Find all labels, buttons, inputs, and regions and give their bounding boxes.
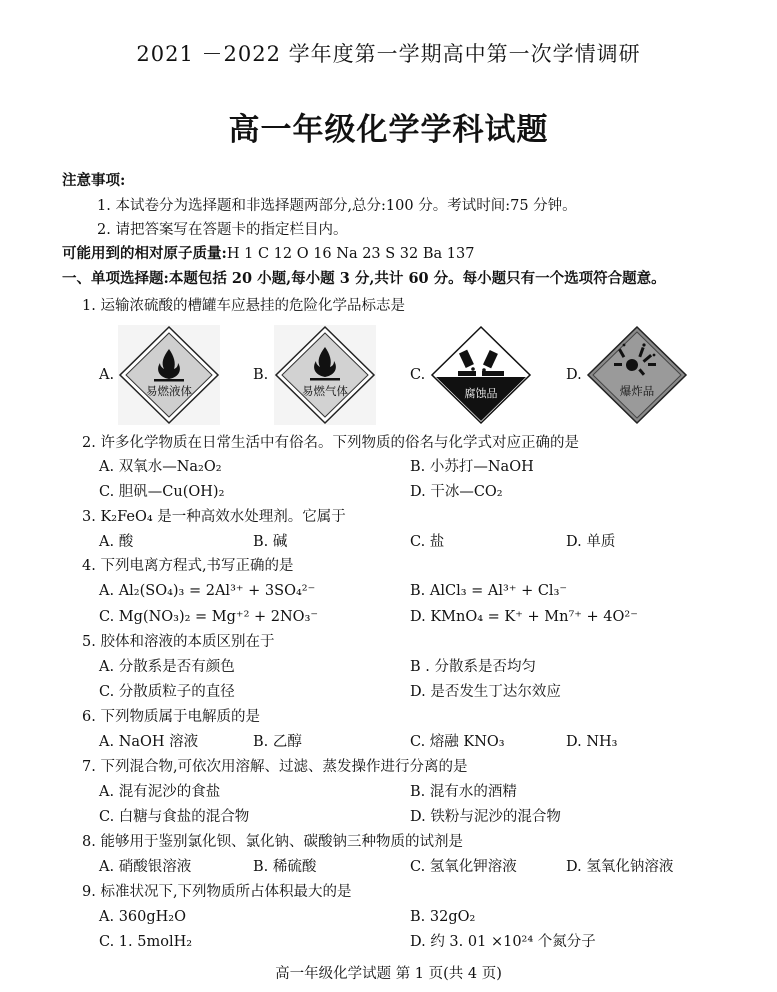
q3-option-c: C. 盐: [410, 534, 445, 550]
q2-option-b: B. 小苏打—NaOH: [410, 459, 534, 475]
q9-option-c: C. 1. 5molH₂: [99, 934, 193, 950]
sign-label-d: 爆炸品: [619, 384, 655, 398]
q4-option-d: D. KMnO₄ = K⁺ + Mn⁷⁺ + 4O²⁻: [410, 609, 638, 625]
explosive-sign: [584, 323, 690, 427]
q7-stem: 7. 下列混合物,可依次用溶解、过滤、蒸发操作进行分离的是: [82, 759, 468, 775]
q1-option-d: D.: [566, 367, 582, 383]
q1-stem: 1. 运输浓硫酸的槽罐车应悬挂的危险化学品标志是: [82, 298, 405, 314]
q3-option-b: B. 碱: [253, 534, 288, 550]
q3-option-d: D. 单质: [566, 534, 616, 550]
q6-stem: 6. 下列物质属于电解质的是: [82, 709, 260, 725]
q2-option-d: D. 干冰—CO₂: [410, 484, 503, 500]
q5-option-d: D. 是否发生丁达尔效应: [410, 684, 561, 700]
q9-option-b: B. 32gO₂: [410, 909, 476, 925]
section-1-heading: 一、单项选择题:本题包括 20 小题,每小题 3 分,共计 60 分。每小题只有一个选项符合题意。: [62, 270, 666, 287]
atomic-mass-values: H 1 C 12 O 16 Na 23 S 32 Ba 137: [226, 246, 475, 262]
q1-option-b: B.: [253, 367, 269, 383]
notes-item-2: 2. 请把答案写在答题卡的指定栏目内。: [97, 222, 348, 238]
exam-subtitle: 2021 －2022 学年度第一学期高中第一次学情调研: [136, 42, 641, 66]
q4-option-c: C. Mg(NO₃)₂ = Mg⁺² + 2NO₃⁻: [99, 609, 319, 625]
atomic-mass-line: [62, 245, 474, 263]
q6-option-b: B. 乙醇: [253, 734, 302, 750]
notes-heading: 注意事项:: [62, 172, 126, 189]
q5-option-a: A. 分散系是否有颜色: [99, 659, 235, 675]
q7-option-b: B. 混有水的酒精: [410, 784, 517, 800]
q1-option-c: C.: [410, 367, 426, 383]
q3-option-a: A. 酸: [99, 534, 134, 550]
sign-label-b: 易燃气体: [302, 384, 348, 398]
q4-stem: 4. 下列电离方程式,书写正确的是: [82, 558, 294, 574]
atomic-mass-label: 可能用到的相对原子质量:: [62, 245, 227, 262]
q7-option-a: A. 混有泥沙的食盐: [99, 784, 221, 800]
q9-stem: 9. 标准状况下,下列物质所占体积最大的是: [82, 884, 352, 900]
q9-option-d: D. 约 3. 01 ×10²⁴ 个氮分子: [410, 934, 596, 950]
q5-option-b: B . 分散系是否均匀: [410, 659, 536, 675]
q8-option-c: C. 氢氧化钾溶液: [410, 859, 517, 875]
exam-title: 高一年级化学学科试题: [228, 112, 549, 148]
q4-option-b: B. AlCl₃ = Al³⁺ + Cl₃⁻: [410, 583, 568, 599]
q9-option-a: A. 360gH₂O: [99, 909, 186, 925]
q2-option-c: C. 胆矾—Cu(OH)₂: [99, 484, 225, 500]
q6-option-c: C. 熔融 KNO₃: [410, 734, 505, 750]
q2-stem: 2. 许多化学物质在日常生活中有俗名。下列物质的俗名与化学式对应正确的是: [82, 435, 579, 451]
q7-option-d: D. 铁粉与泥沙的混合物: [410, 809, 561, 825]
sign-label-a: 易燃液体: [146, 384, 192, 398]
q7-option-c: C. 白糖与食盐的混合物: [99, 809, 250, 825]
corrosive-sign: [428, 323, 534, 427]
q4-option-a: A. Al₂(SO₄)₃ = 2Al³⁺ + 3SO₄²⁻: [99, 583, 316, 599]
q5-stem: 5. 胶体和溶液的本质区别在于: [82, 634, 275, 650]
q2-option-a: A. 双氧水—Na₂O₂: [99, 459, 222, 475]
q6-option-a: A. NaOH 溶液: [99, 734, 199, 750]
q8-option-d: D. 氢氧化钠溶液: [566, 859, 674, 875]
q8-option-a: A. 硝酸银溶液: [99, 859, 192, 875]
flammable-gas-sign: [272, 323, 378, 427]
q8-option-b: B. 稀硫酸: [253, 859, 317, 875]
sign-label-c: 腐蚀品: [464, 387, 498, 400]
q1-option-a: A.: [99, 367, 115, 383]
notes-item-1: 1. 本试卷分为选择题和非选择题两部分,总分:100 分。考试时间:75 分钟。: [97, 198, 577, 214]
q5-option-c: C. 分散质粒子的直径: [99, 684, 235, 700]
flammable-liquid-sign: [116, 323, 222, 427]
q6-option-d: D. NH₃: [566, 734, 618, 750]
page-footer: 高一年级化学试题 第 1 页(共 4 页): [275, 966, 502, 982]
q8-stem: 8. 能够用于鉴别氯化钡、氯化钠、碳酸钠三种物质的试剂是: [82, 834, 463, 850]
q3-stem: 3. K₂FeO₄ 是一种高效水处理剂。它属于: [82, 509, 346, 525]
